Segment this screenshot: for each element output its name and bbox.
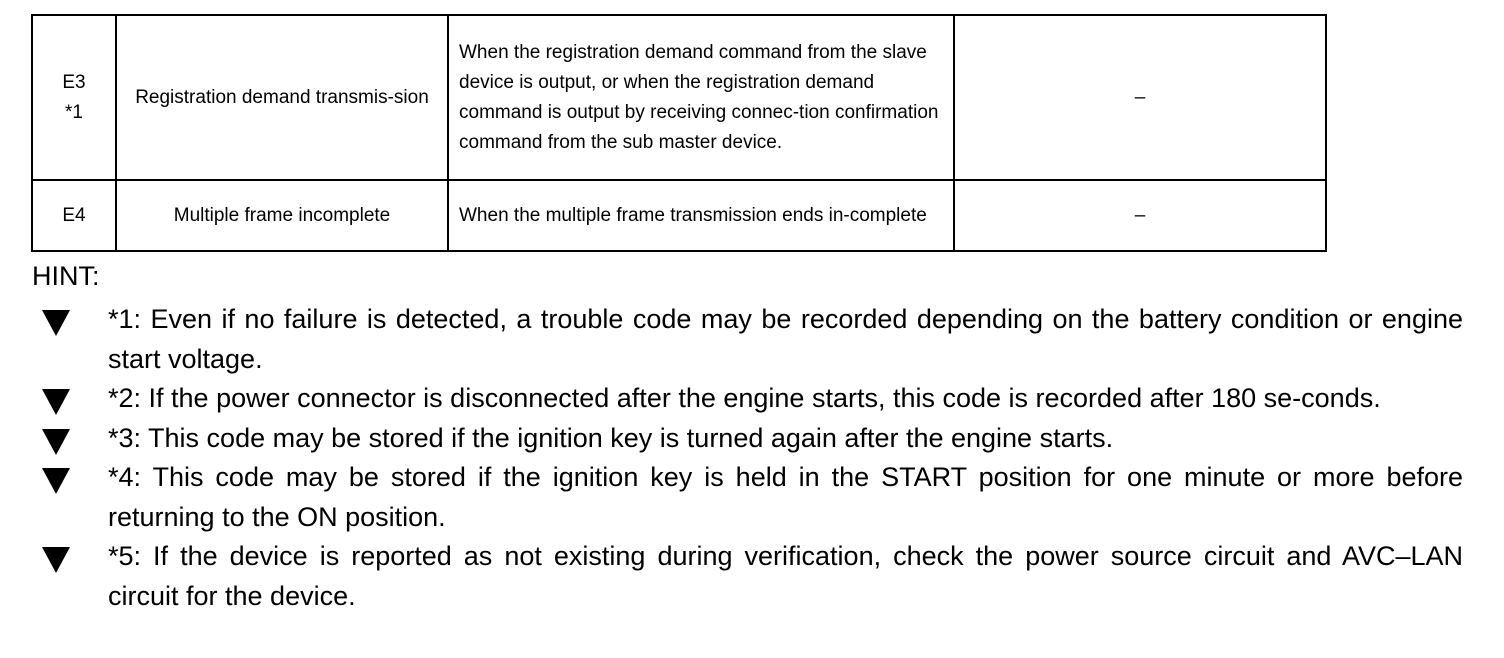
note-value: – [1134,86,1146,108]
hint-list [0,300,1504,616]
down-triangle-bullet-icon [42,389,70,415]
detection-item-cell [116,180,448,251]
hint-text: *3: This code may be stored if the ignition key is turned again after the engine starts. [108,422,1114,453]
list-item [0,458,1463,537]
list-item [0,419,1463,459]
table-row [32,180,1326,251]
table-row [32,15,1326,180]
down-triangle-bullet-icon [42,429,70,455]
list-item [0,300,1463,379]
detection-item: Registration demand transmis-sion [135,86,429,108]
list-item [0,537,1463,616]
dtc-code-cell [32,15,116,180]
list-item [0,379,1463,419]
dtc-table [31,14,1327,252]
trouble-condition: When the multiple frame transmission ends in-complete [459,204,927,226]
down-triangle-bullet-icon [42,310,70,336]
condition-cell [448,15,954,180]
note-cell [954,180,1326,251]
hint-text: *2: If the power connector is disconnected after the engine starts, this code is recorded after 180 se-conds. [108,383,1381,413]
detection-item: Multiple frame incomplete [173,204,391,226]
hint-text: *1: Even if no failure is detected, a trouble code may be recorded depending on the battery condition or engine start voltage. [108,304,1463,374]
dtc-code: E4 [62,204,86,226]
condition-cell [448,180,954,251]
down-triangle-bullet-icon [42,468,70,494]
hint-text: *4: This code may be stored if the ignition key is held in the START position for one minute or more before returning to the ON position. [108,462,1463,532]
dtc-code-cell [32,180,116,251]
detection-item-cell [116,15,448,180]
hint-text: *5: If the device is reported as not existing during verification, check the power source circuit and AVC–LAN circuit for the device. [108,541,1463,611]
down-triangle-bullet-icon [42,547,70,573]
hint-heading: HINT: [32,261,100,291]
trouble-condition: When the registration demand command from the slave device is output, or when the registration demand command is output by receiving connec-tion confirmation command from the sub master device. [459,41,939,153]
dtc-code: E3 [62,71,86,93]
note-value: – [1134,204,1146,226]
dtc-footnote-ref: *1 [65,101,83,123]
note-cell [954,15,1326,180]
